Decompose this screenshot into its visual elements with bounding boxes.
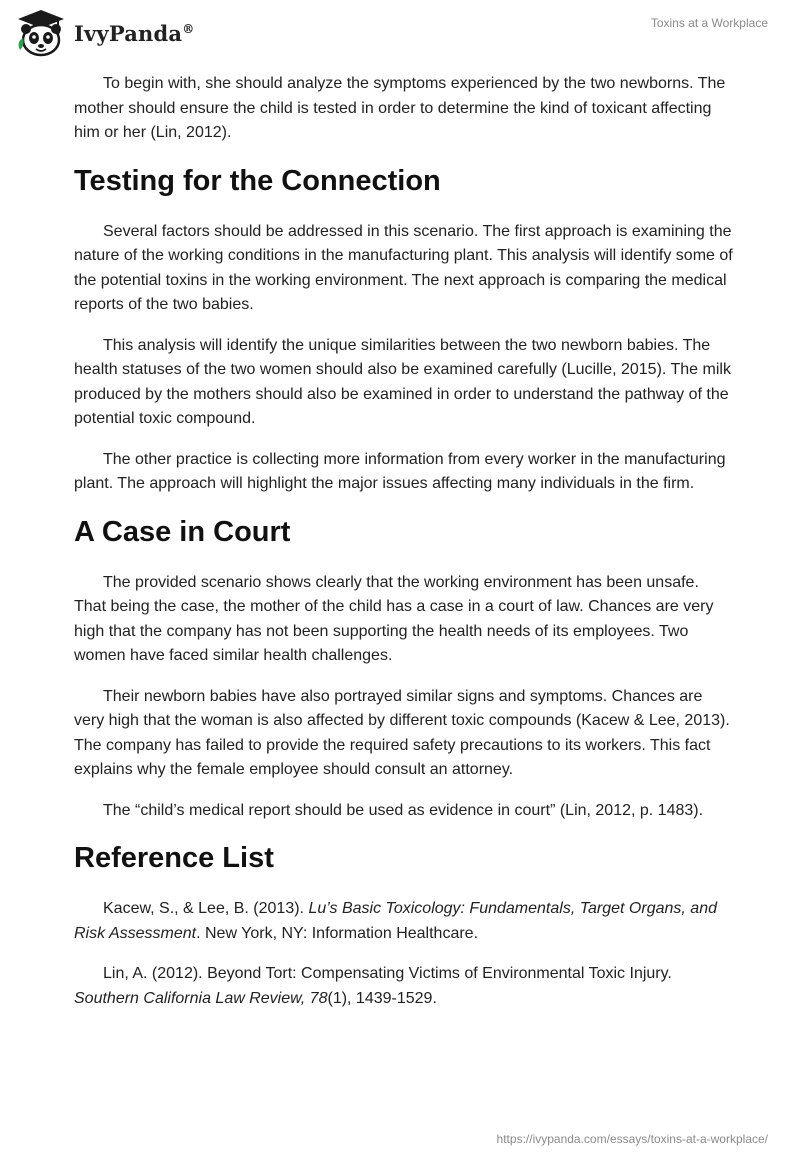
panda-logo-icon — [14, 8, 68, 58]
page-header — [0, 0, 800, 70]
heading-testing: Testing for the Connection — [74, 164, 441, 197]
intro-paragraph: To begin with, she should analyze the symptoms experienced by the two newborns. The mother should ensure the child is tested in order to determine the kind of toxicant affecting him or her (Lin, 2012). — [74, 75, 726, 141]
ivypanda-logo[interactable] — [14, 8, 194, 58]
reference-item: Kacew, S., & Lee, B. (2013). Lu’s Basic Toxicology: Fundamentals, Target Organs, and Risk Assessment. New York, NY: Information Healthcare. — [74, 900, 717, 942]
testing-paragraph-3: The other practice is collecting more information from every worker in the manufacturing plant. The approach will highlight the major issues affecting many individuals in the firm. — [74, 450, 726, 492]
testing-paragraph-1: Several factors should be addressed in this scenario. The first approach is examining the nature of the working conditions in the manufacturing plant. This analysis will identify some of the potential toxins in the working environment. The next approach is comparing the medical reports of the two babies. — [74, 222, 733, 313]
testing-paragraph-2: This analysis will identify the unique similarities between the two newborn babies. The health statuses of the two women should also be examined carefully (Lucille, 2015). The milk produced by the mothers should also be examined in order to understand the pathway of the potential toxic compound. — [74, 336, 731, 427]
brand-name: IvyPanda® — [74, 20, 195, 46]
court-paragraph-1: The provided scenario shows clearly that the working environment has been unsafe. That being the case, the mother of the child has a case in a court of law. Chances are very high that the company has not been supporting the health needs of its employees. Two women have faced similar health challenges. — [74, 573, 714, 664]
court-paragraph-3: The “child’s medical report should be used as evidence in court” (Lin, 2012, p. 1483). — [103, 801, 704, 819]
heading-court: A Case in Court — [74, 515, 291, 548]
reference-title: Lu’s Basic Toxicology: Fundamentals, Target Organs, and Risk Assessment — [74, 900, 717, 942]
footer-url-link[interactable]: https://ivypanda.com/essays/toxins-at-a-workplace/ — [496, 1132, 768, 1146]
reference-item: Lin, A. (2012). Beyond Tort: Compensating Victims of Environmental Toxic Injury. Southern California Law Review, 78(1), 1439-1529. — [74, 965, 672, 1007]
heading-references: Reference List — [74, 842, 274, 874]
essay-content — [74, 72, 734, 1027]
reference-journal: Southern California Law Review, 78 — [74, 989, 328, 1007]
document-title: Toxins at a Workplace — [650, 16, 768, 30]
court-paragraph-2: Their newborn babies have also portrayed similar signs and symptoms. Chances are very high that the woman is also affected by different toxic compounds (Kacew & Lee, 2013). The company has failed to provide the required safety precautions to its workers. This fact explains why the female employee should consult an attorney. — [74, 687, 730, 778]
